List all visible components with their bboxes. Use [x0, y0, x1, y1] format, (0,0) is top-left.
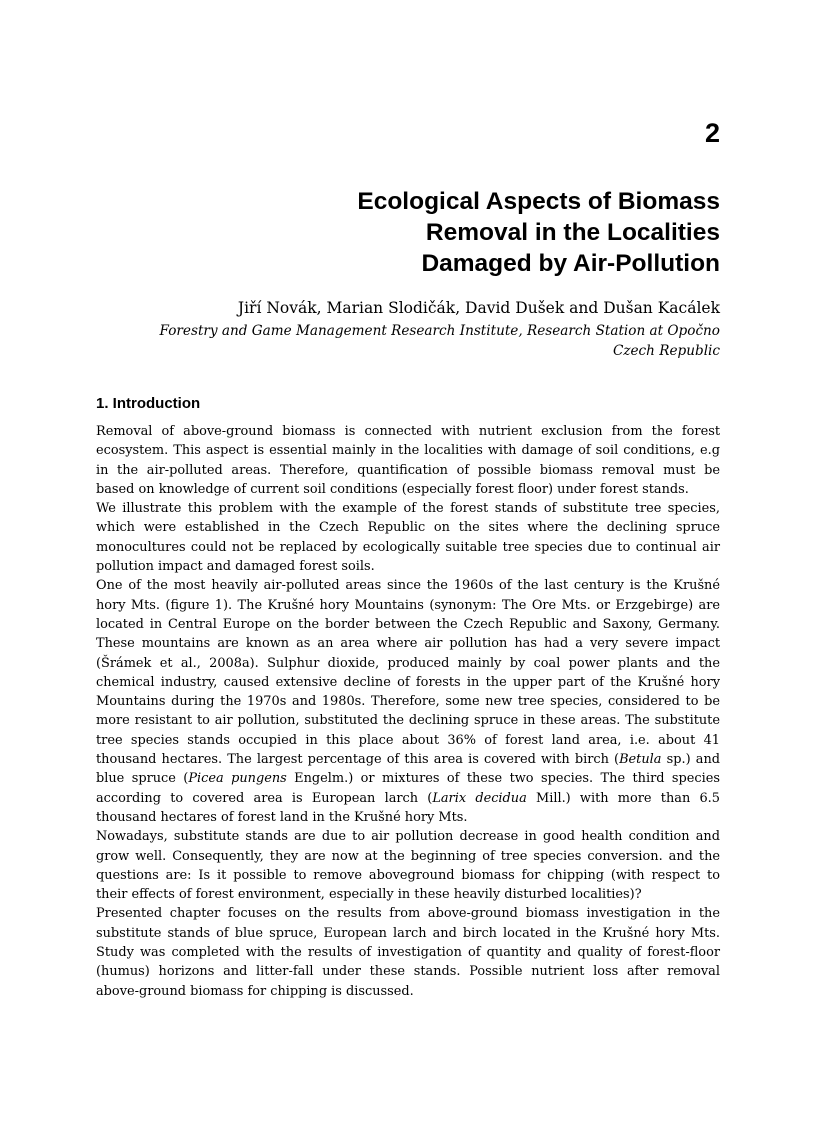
body-line	[96, 750, 720, 769]
body-line: based on knowledge of current soil conditions (especially forest floor) under forest stands.	[96, 481, 689, 497]
body-line: Study was completed with the results of investigation of quantity and quality of forest-floor	[96, 945, 720, 961]
body-line: located in Central Europe on the border between the Czech Republic and Saxony, Germany.	[96, 616, 720, 632]
affiliation-line: Forestry and Game Management Research Institute, Research Station at Opočno	[159, 323, 720, 339]
species-name: Picea pungens	[188, 771, 287, 787]
body-line-text: Engelm.) or mixtures of these two species. The third species	[286, 771, 721, 787]
body-line-text: according to covered area is European larch (	[96, 790, 433, 806]
body-line: We illustrate this problem with the example of the forest stands of substitute tree species,	[96, 501, 720, 517]
body-line: tree species stands occupied in this place about 36% of forest land area, i.e. about 41	[96, 732, 720, 748]
body-line: Removal of above-ground biomass is connected with nutrient exclusion from the forest	[96, 424, 720, 439]
body-line-text: Mill.) with more than 6.5	[526, 790, 720, 806]
body-line: grow well. Consequently, they are now at the beginning of tree species conversion. and the	[96, 848, 720, 864]
chapter-title-line: Removal in the Localities	[425, 219, 720, 246]
body-line: their effects of forest environment, especially in these heavily disturbed localities)?	[96, 887, 642, 903]
body-line: Presented chapter focuses on the results from above-ground biomass investigation in the	[96, 906, 720, 922]
body-line	[96, 769, 720, 788]
body-line: chemical industry, caused extensive decline of forests in the upper part of the Krušné hory	[96, 674, 720, 690]
body-text	[96, 422, 720, 1001]
body-line-text: thousand hectares. The largest percentage of this area is covered with birch (	[96, 752, 620, 768]
chapter-title-line: Ecological Aspects of Biomass	[357, 188, 720, 215]
body-line: One of the most heavily air-polluted areas since the 1960s of the last century is the Krušné	[96, 578, 720, 594]
body-line: (humus) horizons and litter-fall under these stands. Possible nutrient loss after removal	[96, 964, 720, 980]
body-line: pollution impact and damaged forest soils.	[96, 559, 375, 575]
body-line: ecosystem. This aspect is essential mainly in the localities with damage of soil conditions, e.g	[96, 443, 720, 459]
affiliation-line: Czech Republic	[612, 343, 720, 359]
species-name: Betula	[619, 752, 662, 768]
affiliation	[160, 321, 720, 361]
species-name: Larix decidua	[432, 790, 527, 806]
body-line: more resistant to air pollution, substituted the declining spruce in these areas. The substitute	[96, 713, 720, 729]
body-line: hory Mts. (figure 1). The Krušné hory Mountains (synonym: The Ore Mts. or Erzgebirge) are	[96, 597, 720, 613]
author-list: Jiří Novák, Marian Slodičák, David Dušek and Dušan Kacálek	[237, 299, 720, 317]
body-line: which were established in the Czech Republic on the sites where the declining spruce	[96, 520, 720, 536]
chapter-number: 2	[704, 118, 720, 148]
chapter-title	[357, 186, 720, 279]
body-line-text: blue spruce (	[96, 771, 189, 787]
body-line: monocultures could not be replaced by ecologically suitable tree species due to continual air	[96, 539, 720, 555]
section-heading: 1. Introduction	[96, 395, 201, 412]
body-line-text: sp.) and	[661, 752, 721, 768]
body-line: above-ground biomass for chipping is discussed.	[96, 983, 414, 999]
body-line: questions are: Is it possible to remove aboveground biomass for chipping (with respect to	[96, 867, 720, 883]
chapter-title-line: Damaged by Air-Pollution	[421, 250, 720, 277]
body-line: thousand hectares of forest land in the Krušné hory Mts.	[96, 809, 468, 825]
body-line	[96, 789, 720, 808]
body-line: These mountains are known as an area where air pollution has had a very severe impact	[96, 636, 720, 652]
body-line: (Šrámek et al., 2008a). Sulphur dioxide, produced mainly by coal power plants and the	[96, 655, 720, 671]
body-line: in the air-polluted areas. Therefore, quantification of possible biomass removal must be	[96, 462, 720, 478]
body-line: substitute stands of blue spruce, European larch and birch located in the Krušné hory Mts.	[96, 925, 720, 941]
body-line: Nowadays, substitute stands are due to air pollution decrease in good health condition and	[96, 829, 720, 845]
body-line: Mountains during the 1970s and 1980s. Therefore, some new tree species, considered to be	[96, 694, 720, 710]
